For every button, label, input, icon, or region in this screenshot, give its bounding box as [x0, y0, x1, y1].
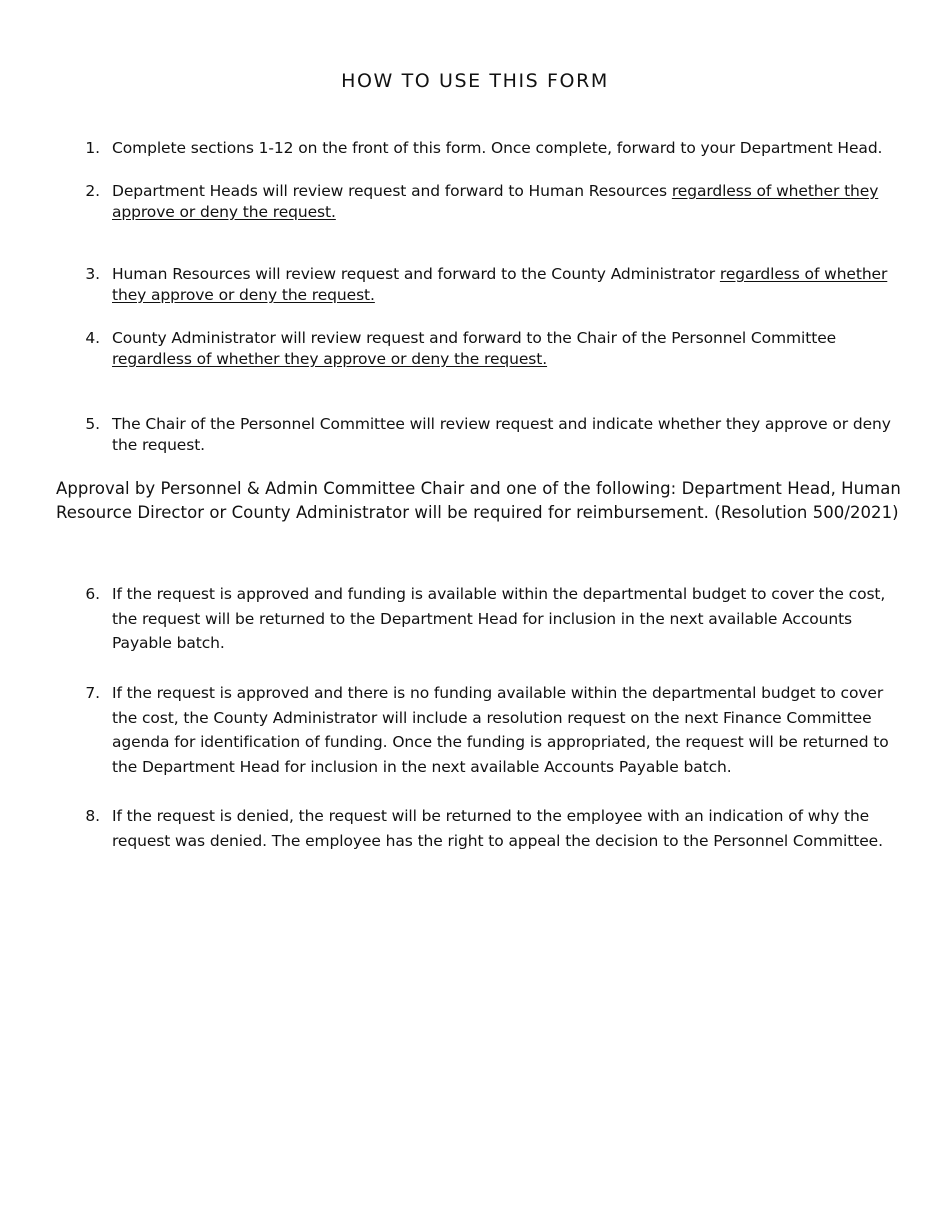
instruction-step-7 — [80, 681, 892, 779]
approval-requirement-note: Approval by Personnel & Admin Committee Chair and one of the following: Department Head, Human Resource Director or County Administrator will be required for reimbursement. (Resolution 500/2021) — [56, 479, 901, 522]
step-number: 8. — [85, 807, 100, 825]
step-number: 1. — [85, 139, 100, 157]
step-text: Complete sections 1-12 on the front of this form. Once complete, forward to your Department Head. — [112, 139, 883, 157]
instruction-step-2 — [80, 181, 892, 223]
step-number: 2. — [85, 182, 100, 200]
step-number: 3. — [85, 265, 100, 283]
step-text: County Administrator will review request and forward to the Chair of the Personnel Committee — [112, 329, 837, 347]
step-text: If the request is approved and funding is available within the departmental budget to cover the cost, the request will be returned to the Department Head for inclusion in the next available Accounts Payable batch. — [112, 585, 886, 652]
step-number: 7. — [85, 684, 100, 702]
step-number: 6. — [85, 585, 100, 603]
instruction-step-1 — [80, 138, 892, 159]
step-emphasis: regardless of whether they approve or deny the request. — [112, 182, 879, 221]
step-text: Department Heads will review request and forward to Human Resources — [112, 182, 672, 200]
instruction-step-4 — [80, 328, 892, 370]
instruction-step-8 — [80, 804, 892, 853]
step-emphasis: regardless of whether they approve or deny the request. — [112, 265, 888, 304]
instruction-step-3 — [80, 264, 892, 306]
step-emphasis: regardless of whether they approve or deny the request. — [112, 350, 548, 368]
step-text: If the request is denied, the request will be returned to the employee with an indication of why the request was denied. The employee has the right to appeal the decision to the Personnel Committee. — [112, 807, 883, 850]
step-text: Human Resources will review request and forward to the County Administrator — [112, 265, 720, 283]
step-number: 4. — [85, 329, 100, 347]
page-title: HOW TO USE THIS FORM — [341, 70, 609, 92]
step-text: The Chair of the Personnel Committee will review request and indicate whether they approve or deny the request. — [112, 415, 891, 454]
step-text: If the request is approved and there is no funding available within the departmental budget to cover the cost, the County Administrator will include a resolution request on the next Finance Committee agenda for identification of funding. Once the funding is appropriated, the request will be returned to the Department Head for inclusion in the next available Accounts Payable batch. — [112, 684, 889, 776]
step-number: 5. — [85, 415, 100, 433]
instruction-step-5 — [80, 414, 892, 456]
instruction-step-6 — [80, 582, 892, 656]
